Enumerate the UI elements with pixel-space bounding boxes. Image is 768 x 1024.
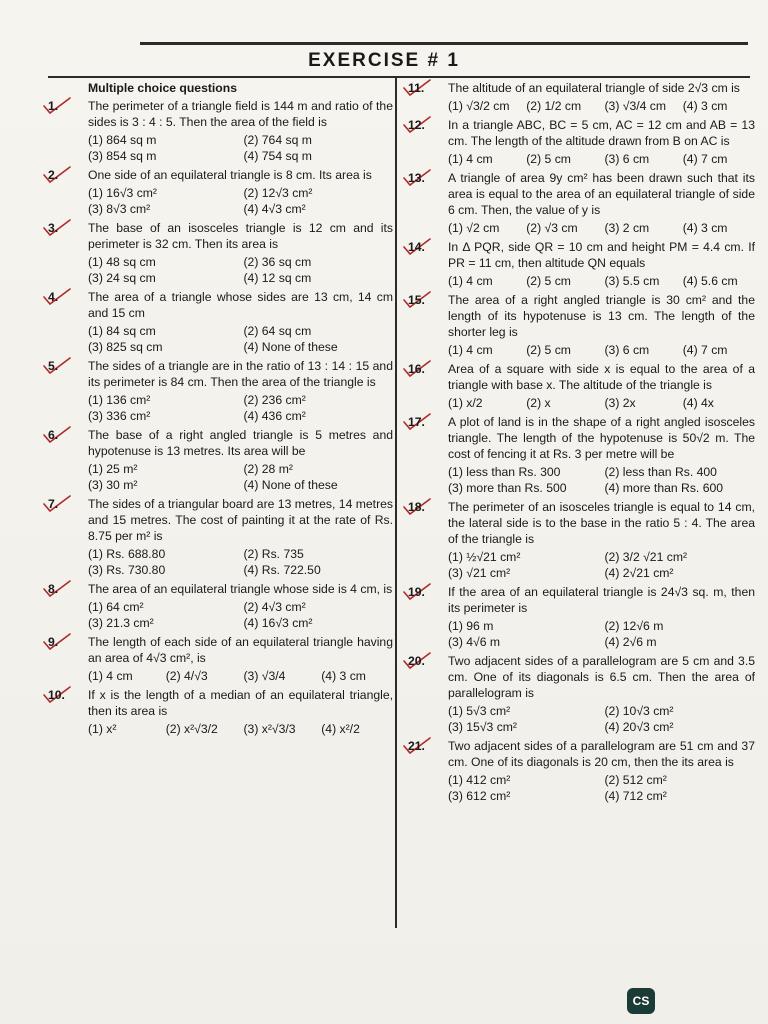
- question-text: One side of an equilateral triangle is 8 cm. Its area is: [88, 168, 372, 182]
- answer-option[interactable]: (2) Rs. 735: [243, 547, 304, 561]
- question-item: [408, 499, 755, 581]
- options-grid: [448, 703, 755, 735]
- answer-option[interactable]: (2) 5 cm: [526, 343, 571, 357]
- answer-option[interactable]: (3) 5.5 cm: [604, 274, 660, 288]
- answer-option[interactable]: (3) √21 cm²: [448, 566, 511, 580]
- answer-option[interactable]: (2) 1/2 cm: [526, 99, 582, 113]
- answer-option[interactable]: (1) 4 cm: [448, 274, 493, 288]
- answer-option[interactable]: (2) 36 sq cm: [243, 255, 312, 269]
- question-text: The area of a triangle whose sides are 13 cm, 14 cm and 15 cm: [88, 290, 393, 320]
- question-item: [408, 584, 755, 650]
- answer-option[interactable]: (3) Rs. 730.80: [88, 563, 166, 577]
- answer-option[interactable]: (4) 4√3 cm²: [243, 202, 306, 216]
- answer-option[interactable]: (1) 64 cm²: [88, 600, 144, 614]
- question-item: [408, 292, 755, 358]
- answer-option[interactable]: (1) 96 m: [448, 619, 494, 633]
- question-item: [408, 80, 755, 114]
- question-number: 17.: [408, 415, 425, 429]
- question-text: If the area of an equilateral triangle is 24√3 sq. m, then its perimeter is: [448, 585, 755, 615]
- question-number: 11.: [408, 81, 425, 95]
- answer-option[interactable]: (3) 8√3 cm²: [88, 202, 151, 216]
- options-grid: [448, 772, 755, 804]
- answer-option[interactable]: (4) Rs. 722.50: [243, 563, 321, 577]
- question-text: The base of an isosceles triangle is 12 cm and its perimeter is 32 cm. Then its area is: [88, 221, 393, 251]
- answer-option[interactable]: (2) less than Rs. 400: [604, 465, 717, 479]
- answer-option[interactable]: (3) 6 cm: [604, 152, 650, 166]
- answer-option[interactable]: (4) 436 cm²: [243, 409, 306, 423]
- answer-option[interactable]: (2) 5 cm: [526, 274, 571, 288]
- question-item: [48, 167, 393, 217]
- question-number: 18.: [408, 500, 425, 514]
- answer-option[interactable]: (4) 2√6 m: [604, 635, 657, 649]
- question-item: [48, 687, 393, 737]
- page-title: EXERCISE # 1: [308, 50, 460, 71]
- answer-option[interactable]: (4) 7 cm: [682, 343, 728, 357]
- options-grid: [448, 618, 755, 650]
- question-text: If x is the length of a median of an equilateral triangle, then its area is: [88, 688, 393, 718]
- question-number: 19.: [408, 585, 425, 599]
- answer-option[interactable]: (2) √3 cm: [526, 221, 578, 235]
- answer-option[interactable]: (3) more than Rs. 500: [448, 481, 567, 495]
- answer-option[interactable]: (1) 136 cm²: [88, 393, 151, 407]
- question-number: 7.: [48, 497, 59, 511]
- question-text: Two adjacent sides of a parallelogram are 51 cm and 37 cm. One of its diagonals is 20 cm, then the its area is: [448, 739, 755, 769]
- options-grid: [88, 668, 393, 684]
- options-grid: [88, 721, 393, 737]
- question-item: [48, 496, 393, 578]
- question-number: 5.: [48, 359, 59, 373]
- answer-option[interactable]: (4) x²/2: [321, 722, 360, 736]
- header-rule: [48, 76, 750, 78]
- answer-option[interactable]: (3) 6 cm: [604, 343, 650, 357]
- answer-option[interactable]: (1) x²: [88, 722, 117, 736]
- answer-option[interactable]: (3) 336 cm²: [88, 409, 151, 423]
- camscanner-logo: CS: [627, 988, 655, 1014]
- question-text: The perimeter of an isosceles triangle is equal to 14 cm, the lateral side is to the base in the ratio 5 : 4. The area of the triangle is: [448, 500, 755, 546]
- answer-option[interactable]: (2) x²√3/2: [165, 722, 218, 736]
- question-number: 21.: [408, 739, 425, 753]
- answer-option[interactable]: (1) 412 cm²: [448, 773, 511, 787]
- answer-option[interactable]: (3) √3/4: [243, 669, 286, 683]
- question-text: The base of a right angled triangle is 5 metres and hypotenuse is 13 metres. Its area will be: [88, 428, 393, 458]
- question-item: [408, 170, 755, 236]
- answer-option[interactable]: (1) 5√3 cm²: [448, 704, 511, 718]
- answer-option[interactable]: (1) 25 m²: [88, 462, 138, 476]
- answer-option[interactable]: (3) 21.3 cm²: [88, 616, 154, 630]
- question-item: [48, 581, 393, 631]
- options-grid: [88, 599, 393, 631]
- answer-option[interactable]: (1) 84 sq cm: [88, 324, 156, 338]
- answer-option[interactable]: (2) 5 cm: [526, 152, 571, 166]
- left-column: [48, 80, 393, 740]
- answer-option[interactable]: (2) 764 sq m: [243, 133, 312, 147]
- question-number: 16.: [408, 362, 425, 376]
- question-number: 1.: [48, 99, 59, 113]
- question-item: [48, 98, 393, 164]
- answer-option[interactable]: (2) 64 sq cm: [243, 324, 312, 338]
- answer-option[interactable]: (1) √3/2 cm: [448, 99, 510, 113]
- answer-option[interactable]: (1) less than Rs. 300: [448, 465, 561, 479]
- question-number: 15.: [408, 293, 425, 307]
- answer-option[interactable]: (1) 864 sq m: [88, 133, 157, 147]
- answer-option[interactable]: (2) 28 m²: [243, 462, 293, 476]
- left-question-list: [48, 98, 393, 737]
- options-grid: [448, 342, 755, 358]
- answer-option[interactable]: (2) 12√3 cm²: [243, 186, 313, 200]
- question-number: 3.: [48, 221, 59, 235]
- question-number: 13.: [408, 171, 425, 185]
- top-rule: [140, 42, 748, 45]
- answer-option[interactable]: (4) 20√3 cm²: [604, 720, 674, 734]
- answer-option[interactable]: (3) 854 sq m: [88, 149, 157, 163]
- question-number: 14.: [408, 240, 425, 254]
- answer-option[interactable]: (1) 4 cm: [448, 152, 493, 166]
- question-text: The length of each side of an equilateral triangle having an area of 4√3 cm², is: [88, 635, 393, 665]
- question-text: A triangle of area 9y cm² has been drawn such that its area is equal to the area of an equilateral triangle of side 6 cm. Then, the value of y is: [448, 171, 755, 217]
- options-grid: [88, 392, 393, 424]
- question-text: Two adjacent sides of a parallelogram are 5 cm and 3.5 cm. One of its diagonals is 6.5 cm. Then the area of parallelogram is: [448, 654, 755, 700]
- answer-option[interactable]: (4) 4x: [682, 396, 714, 410]
- answer-option[interactable]: (3) 2 cm: [604, 221, 650, 235]
- answer-option[interactable]: (3) 15√3 cm²: [448, 720, 517, 734]
- options-grid: [448, 464, 755, 496]
- answer-option[interactable]: (1) 4 cm: [448, 343, 493, 357]
- options-grid: [88, 132, 393, 164]
- right-question-list: [408, 80, 755, 804]
- question-item: [48, 220, 393, 286]
- answer-option[interactable]: (4) 2√21 cm²: [604, 566, 674, 580]
- question-text: The sides of a triangular board are 13 metres, 14 metres and 15 metres. The cost of painting it at the rate of Rs. 8.75 per m² is: [88, 497, 393, 543]
- answer-option[interactable]: (3) 825 sq cm: [88, 340, 163, 354]
- options-grid: [448, 98, 755, 114]
- answer-option[interactable]: (1) Rs. 688.80: [88, 547, 166, 561]
- answer-option[interactable]: (1) ½√21 cm²: [448, 550, 521, 564]
- answer-option[interactable]: (4) 3 cm: [321, 669, 366, 683]
- answer-option[interactable]: (4) 3 cm: [682, 221, 728, 235]
- options-grid: [88, 323, 393, 355]
- answer-option[interactable]: (3) 30 m²: [88, 478, 138, 492]
- answer-option[interactable]: (2) 236 cm²: [243, 393, 306, 407]
- answer-option[interactable]: (4) 7 cm: [682, 152, 728, 166]
- question-number: 2.: [48, 168, 59, 182]
- question-text: The perimeter of a triangle field is 144 m and ratio of the sides is 3 : 4 : 5. Then the area of the field is: [88, 99, 393, 129]
- question-item: [408, 117, 755, 167]
- question-item: [408, 414, 755, 496]
- options-grid: [88, 185, 393, 217]
- answer-option[interactable]: (4) None of these: [243, 340, 338, 354]
- question-number: 20.: [408, 654, 425, 668]
- question-item: [48, 289, 393, 355]
- options-grid: [448, 151, 755, 167]
- options-grid: [88, 546, 393, 578]
- question-number: 4.: [48, 290, 59, 304]
- column-divider: [395, 78, 397, 928]
- question-item: [408, 361, 755, 411]
- answer-option[interactable]: (2) 10√3 cm²: [604, 704, 674, 718]
- question-item: [408, 239, 755, 289]
- answer-option[interactable]: (4) more than Rs. 600: [604, 481, 724, 495]
- question-number: 9.: [48, 635, 59, 649]
- options-grid: [448, 273, 755, 289]
- answer-option[interactable]: (3) 4√6 m: [448, 635, 501, 649]
- question-text: A plot of land is in the shape of a right angled isosceles triangle. The length of the hypotenuse is 50√2 m. The cost of fencing it at Rs. 3 per metre will be: [448, 415, 755, 461]
- answer-option[interactable]: (2) 4√3 cm²: [243, 600, 306, 614]
- question-number: 12.: [408, 118, 425, 132]
- question-text: The area of a right angled triangle is 30 cm² and the length of its hypotenuse is 13 cm. The length of the shorter leg is: [448, 293, 755, 339]
- question-number: 8.: [48, 582, 59, 596]
- answer-option[interactable]: (1) 48 sq cm: [88, 255, 156, 269]
- question-text: In Δ PQR, side QR = 10 cm and height PM = 4.4 cm. If PR = 11 cm, then altitude QN equals: [448, 240, 755, 270]
- answer-option[interactable]: (3) √3/4 cm: [604, 99, 667, 113]
- answer-option[interactable]: (4) 712 cm²: [604, 789, 667, 803]
- question-text: The area of an equilateral triangle whose side is 4 cm, is: [88, 582, 393, 596]
- answer-option[interactable]: (2) 3/2 √21 cm²: [604, 550, 688, 564]
- answer-option[interactable]: (3) x²√3/3: [243, 722, 296, 736]
- section-heading: Multiple choice questions: [88, 81, 237, 95]
- answer-option[interactable]: (2) 4/√3: [165, 669, 208, 683]
- answer-option[interactable]: (2) 12√6 m: [604, 619, 664, 633]
- answer-option[interactable]: (1) 4 cm: [88, 669, 133, 683]
- options-grid: [88, 254, 393, 286]
- options-grid: [448, 395, 755, 411]
- answer-option[interactable]: (4) 12 sq cm: [243, 271, 312, 285]
- margin-watermark: [752, 660, 762, 920]
- answer-option[interactable]: (4) 5.6 cm: [682, 274, 738, 288]
- answer-option[interactable]: (4) None of these: [243, 478, 338, 492]
- answer-option[interactable]: (1) √2 cm: [448, 221, 500, 235]
- answer-option[interactable]: (4) 16√3 cm²: [243, 616, 313, 630]
- question-item: [408, 653, 755, 735]
- question-text: The altitude of an equilateral triangle of side 2√3 cm is: [448, 81, 740, 95]
- options-grid: [448, 549, 755, 581]
- right-column: [408, 80, 755, 807]
- question-number: 10.: [48, 688, 65, 702]
- question-item: [48, 427, 393, 493]
- question-item: [48, 634, 393, 684]
- question-text: Area of a square with side x is equal to the area of a triangle with base x. The altitude of the triangle is: [448, 362, 755, 392]
- answer-option[interactable]: (3) 2x: [604, 396, 636, 410]
- answer-option[interactable]: (4) 754 sq m: [243, 149, 312, 163]
- question-number: 6.: [48, 428, 59, 442]
- answer-option[interactable]: (2) x: [526, 396, 551, 410]
- options-grid: [88, 461, 393, 493]
- question-item: [48, 358, 393, 424]
- options-grid: [448, 220, 755, 236]
- answer-option[interactable]: (3) 612 cm²: [448, 789, 511, 803]
- answer-option[interactable]: (1) 16√3 cm²: [88, 186, 157, 200]
- answer-option[interactable]: (3) 24 sq cm: [88, 271, 156, 285]
- question-text: In a triangle ABC, BC = 5 cm, AC = 12 cm and AB = 13 cm. The length of the altitude drawn from B on AC is: [448, 118, 755, 148]
- answer-option[interactable]: (2) 512 cm²: [604, 773, 667, 787]
- question-text: The sides of a triangle are in the ratio of 13 : 14 : 15 and its perimeter is 84 cm. Then the area of the triangle is: [88, 359, 393, 389]
- question-item: [408, 738, 755, 804]
- answer-option[interactable]: (4) 3 cm: [682, 99, 728, 113]
- answer-option[interactable]: (1) x/2: [448, 396, 483, 410]
